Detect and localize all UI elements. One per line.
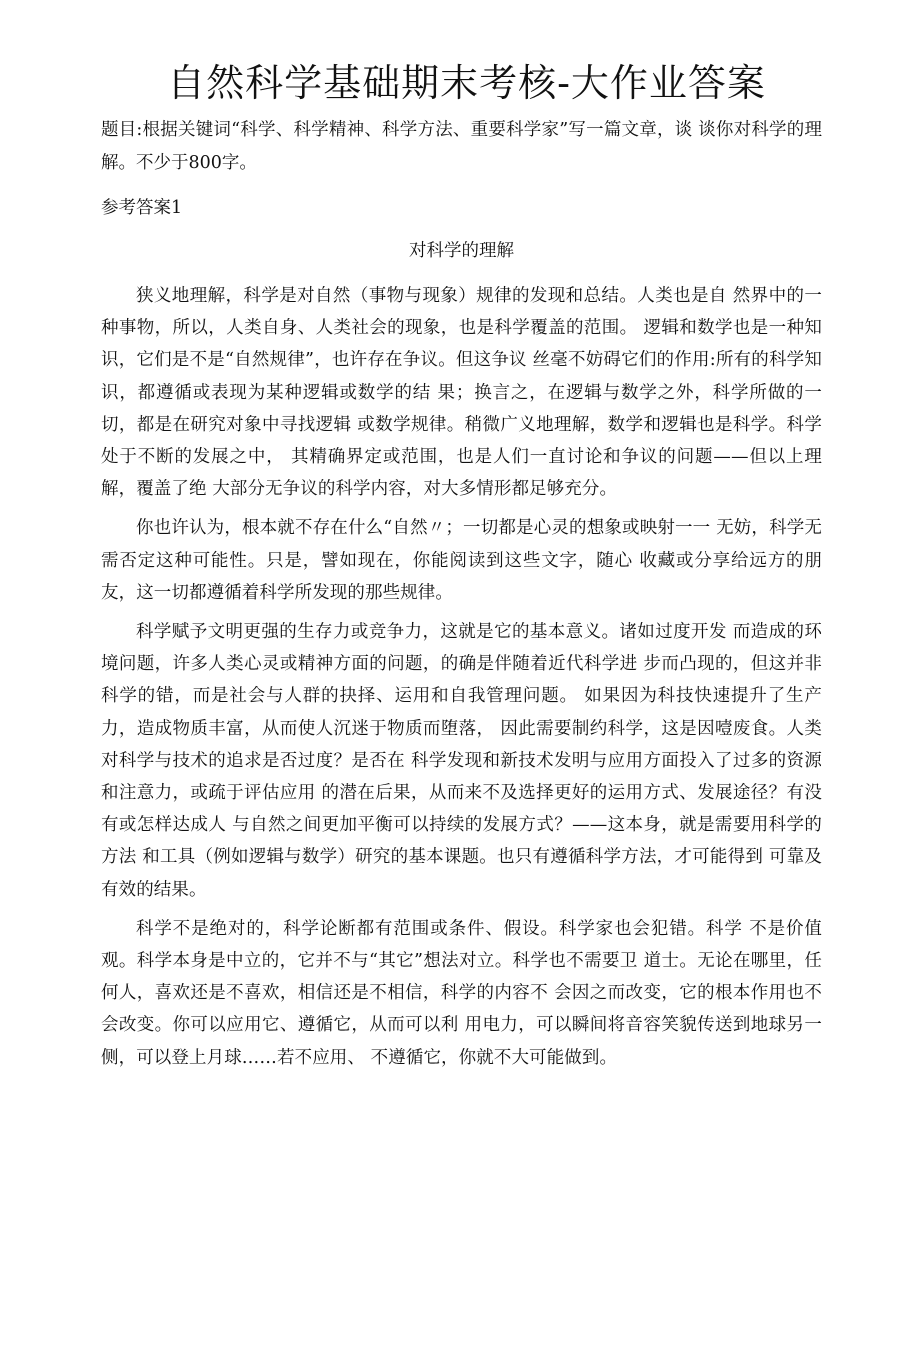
essay-paragraph-4: 科学不是绝对的，科学论断都有范围或条件、假设。科学家也会犯错。科学 不是价值观。科学本身是中立的，它并不与“其它”想法对立。科学也不需要卫 道士。无论在哪里，任何人，喜欢还是不喜欢，相信还是不相信，科学的内容不 会因之而改变，它的根本作用也不会改变。你可以应用它、遵循它，从而可以利 用电力，可以瞬间将音容笑貌传送到地球另一侧，可以登上月球……若不应用、 不遵循它，你就不大可能做到。 bbox=[101, 918, 822, 1068]
essay-paragraph-1: 狭义地理解，科学是对自然（事物与现象）规律的发现和总结。人类也是自 然界中的一种事物，所以，人类自身、人类社会的现象，也是科学覆盖的范围。 逻辑和数学也是一种知识，它们是不是“自然规律”，也许存在争议。但这争议 丝毫不妨碍它们的作用:所有的科学知识，都遵循或表现为某种逻辑或数学的结 果；换言之，在逻辑与数学之外，科学所做的一切，都是在研究对象中寻找逻辑 或数学规律。稍微广义地理解，数学和逻辑也是科学。科学处于不断的发展之中， 其精确界定或范围，也是人们一直讨论和争议的问题——但以上理解，覆盖了绝 大部分无争议的科学内容，对大多情形都足够充分。 bbox=[101, 286, 822, 500]
essay-paragraph-3: 科学赋予文明更强的生存力或竞争力，这就是它的基本意义。诸如过度开发 而造成的环境问题，许多人类心灵或精神方面的问题，的确是伴随着近代科学进 步而凸现的，但这并非科学的错，而是社会与人群的抉择、运用和自我管理问题。 如果因为科技快速提升了生产力，造成物质丰富，从而使人沉迷于物质而堕落， 因此需要制约科学，这是因噎废食。人类对科学与技术的追求是否过度？是否在 科学发现和新技术发明与应用方面投入了过多的资源和注意力，或疏于评估应用 的潜在后果，从而来不及选择更好的运用方式、发展途径？有没有或怎样达成人 与自然之间更加平衡可以持续的发展方式？——这本身，就是需要用科学的方法 和工具（例如逻辑与数学）研究的基本课题。也只有遵循科学方法，才可能得到 可靠及有效的结果。 bbox=[101, 622, 822, 900]
essay-title: 对科学的理解 bbox=[409, 241, 514, 261]
essay-paragraph-2: 你也许认为，根本就不存在什么“自然〃；一切都是心灵的想象或映射一一 无妨，科学无需否定这种可能性。只是，譬如现在，你能阅读到这些文字，随心 收藏或分享给远方的朋友，这一切都遵循着科学所发现的那些规律。 bbox=[101, 518, 822, 603]
assignment-prompt: 题目:根据关键词“科学、科学精神、科学方法、重要科学家”写一篇文章，谈 谈你对科学的理解。不少于800字。 bbox=[101, 120, 822, 173]
reference-answer-label: 参考答案1 bbox=[101, 198, 183, 218]
document-title: 自然科学基础期末考核-大作业答案 bbox=[167, 61, 766, 105]
